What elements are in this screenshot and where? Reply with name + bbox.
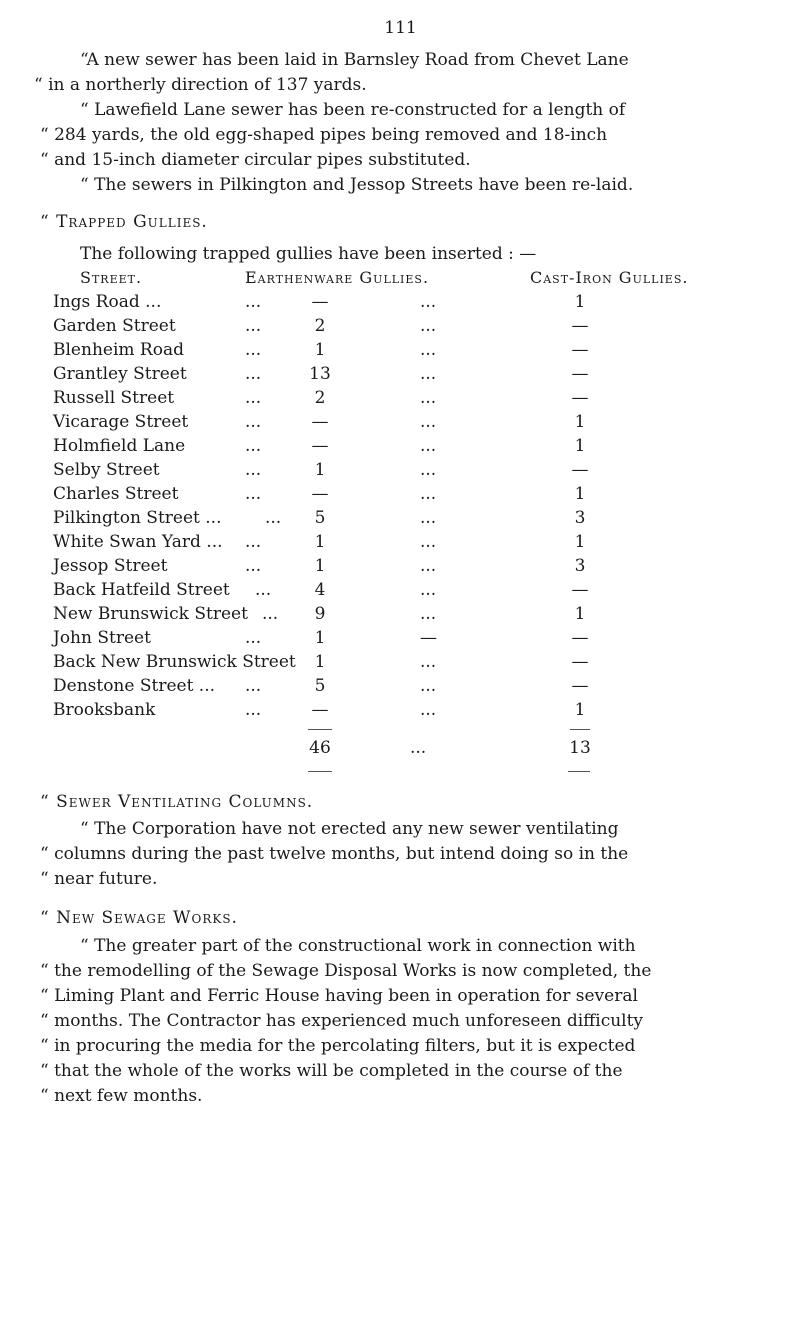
leader-dots: ... bbox=[265, 508, 282, 528]
cast-iron-count: — bbox=[571, 364, 589, 384]
text-line: “ that the whole of the works will be completed in the course of the bbox=[40, 1061, 623, 1081]
leader-dots: ... bbox=[420, 556, 437, 576]
cast-iron-count: 3 bbox=[574, 556, 586, 576]
earthenware-count: 5 bbox=[314, 676, 326, 696]
earthenware-count: 1 bbox=[314, 628, 326, 648]
text-line: “ in a northerly direction of 137 yards. bbox=[34, 75, 367, 95]
leader-dots: ... bbox=[420, 604, 437, 624]
street-name: Russell Street bbox=[53, 388, 175, 408]
leader-dots: ... bbox=[410, 738, 427, 758]
leader-dots: ... bbox=[245, 412, 262, 432]
table-row bbox=[0, 676, 801, 700]
text-line: “ The Corporation have not erected any new sewer ventilating bbox=[80, 819, 619, 839]
table-row bbox=[0, 484, 801, 508]
leader-dots: ... bbox=[420, 292, 437, 312]
earthenware-count: 4 bbox=[314, 580, 326, 600]
cast-iron-count: 1 bbox=[574, 604, 586, 624]
earthenware-count: — bbox=[311, 484, 329, 504]
street-name: Holmfield Lane bbox=[53, 436, 186, 456]
cast-iron-count: 1 bbox=[574, 532, 586, 552]
sewer-paragraph bbox=[34, 48, 780, 198]
street-name: Denstone Street ... bbox=[53, 676, 216, 696]
earthenware-count: 5 bbox=[314, 508, 326, 528]
table-row bbox=[0, 604, 801, 628]
cast-iron-count: 1 bbox=[574, 484, 586, 504]
page-number: 111 bbox=[384, 18, 417, 38]
earthenware-count: 13 bbox=[309, 364, 331, 384]
earthenware-count: 2 bbox=[314, 388, 326, 408]
table-row bbox=[0, 436, 801, 460]
street-name: Charles Street bbox=[53, 484, 179, 504]
leader-dots: ... bbox=[245, 340, 262, 360]
leader-dots: ... bbox=[245, 628, 262, 648]
leader-dots: ... bbox=[262, 604, 279, 624]
table-row bbox=[0, 532, 801, 556]
gullies-intro: The following trapped gullies have been inserted : — bbox=[80, 244, 537, 264]
leader-dots: ... bbox=[420, 364, 437, 384]
leader-dots: ... bbox=[245, 484, 262, 504]
leader-dots: ... bbox=[420, 412, 437, 432]
leader-dots: ... bbox=[245, 292, 262, 312]
table-row bbox=[0, 340, 801, 364]
street-name: Garden Street bbox=[53, 316, 176, 336]
cast-iron-total: 13 bbox=[569, 738, 591, 758]
table-row bbox=[0, 652, 801, 676]
earthenware-count: 1 bbox=[314, 532, 326, 552]
section-heading-new-sewage-works: “ New Sewage Works. bbox=[40, 908, 238, 928]
street-name: Grantley Street bbox=[53, 364, 187, 384]
cast-iron-count: — bbox=[571, 652, 589, 672]
cast-iron-count: 1 bbox=[574, 700, 586, 720]
text-line: “ Liming Plant and Ferric House having been in operation for several bbox=[40, 986, 638, 1006]
earthenware-count: — bbox=[311, 700, 329, 720]
text-line: “ The greater part of the constructional work in connection with bbox=[80, 936, 636, 956]
cast-iron-count: — bbox=[571, 460, 589, 480]
leader-dots: ... bbox=[245, 676, 262, 696]
table-row bbox=[0, 508, 801, 532]
earthenware-count: 1 bbox=[314, 460, 326, 480]
earthenware-count: 2 bbox=[314, 316, 326, 336]
totals-row bbox=[0, 738, 801, 762]
text-line: “ next few months. bbox=[40, 1086, 203, 1106]
leader-dots: ... bbox=[420, 700, 437, 720]
cast-iron-count: — bbox=[571, 316, 589, 336]
text-line: “A new sewer has been laid in Barnsley Road from Chevet Lane bbox=[80, 50, 629, 70]
table-row bbox=[0, 292, 801, 316]
leader-dots: ... bbox=[245, 460, 262, 480]
earthenware-count: 9 bbox=[314, 604, 326, 624]
earthenware-count: — bbox=[311, 292, 329, 312]
table-row bbox=[0, 388, 801, 412]
table-row bbox=[0, 412, 801, 436]
leader-dots: ... bbox=[420, 484, 437, 504]
total-rule-earthenware-bottom bbox=[308, 771, 332, 772]
text-line: “ columns during the past twelve months, but intend doing so in the bbox=[40, 844, 629, 864]
text-line: “ and 15-inch diameter circular pipes substituted. bbox=[40, 150, 471, 170]
leader-dots: ... bbox=[420, 532, 437, 552]
earthenware-count: 1 bbox=[314, 652, 326, 672]
street-name: Ings Road ... bbox=[53, 292, 162, 312]
street-name: Vicarage Street bbox=[53, 412, 189, 432]
table-row bbox=[0, 460, 801, 484]
cast-iron-count: — bbox=[571, 580, 589, 600]
cast-iron-count: — bbox=[571, 388, 589, 408]
leader-dots: ... bbox=[420, 508, 437, 528]
section-heading-ventilating-columns: “ Sewer Ventilating Columns. bbox=[40, 792, 314, 812]
leader-dots: ... bbox=[245, 388, 262, 408]
cast-iron-count: 1 bbox=[574, 412, 586, 432]
section-heading-trapped-gullies: “ Trapped Gullies. bbox=[40, 212, 208, 232]
ventilating-paragraph bbox=[40, 817, 780, 892]
column-header-earthenware: Earthenware Gullies. bbox=[245, 268, 430, 287]
table-row bbox=[0, 580, 801, 604]
leader-dots: ... bbox=[255, 580, 272, 600]
earthenware-count: — bbox=[311, 412, 329, 432]
street-name: Brooksbank bbox=[53, 700, 156, 720]
street-name: Blenheim Road bbox=[53, 340, 184, 360]
leader-dots: ... bbox=[245, 436, 262, 456]
cast-iron-count: 1 bbox=[574, 436, 586, 456]
street-name: Pilkington Street ... bbox=[53, 508, 222, 528]
earthenware-count: 1 bbox=[314, 340, 326, 360]
total-rule-cast-iron-top bbox=[570, 729, 590, 730]
table-row bbox=[0, 700, 801, 724]
leader-dots: ... bbox=[420, 580, 437, 600]
table-row bbox=[0, 556, 801, 580]
column-header-cast-iron: Cast-Iron Gullies. bbox=[530, 268, 689, 287]
cast-iron-count: — bbox=[571, 628, 589, 648]
street-name: Jessop Street bbox=[53, 556, 168, 576]
cast-iron-count: 3 bbox=[574, 508, 586, 528]
leader-dots: ... bbox=[420, 388, 437, 408]
sewage-paragraph bbox=[40, 934, 780, 1109]
leader-dots: ... bbox=[420, 676, 437, 696]
table-row bbox=[0, 364, 801, 388]
leader-dots: ... bbox=[245, 700, 262, 720]
earthenware-count: — bbox=[311, 436, 329, 456]
leader-dots: ... bbox=[245, 316, 262, 336]
cast-iron-count: — bbox=[571, 676, 589, 696]
total-rule-earthenware-top bbox=[308, 729, 332, 730]
leader-dots: ... bbox=[420, 316, 437, 336]
leader-dots: — bbox=[420, 628, 437, 648]
table-row bbox=[0, 628, 801, 652]
leader-dots: ... bbox=[420, 460, 437, 480]
text-line: “ 284 yards, the old egg-shaped pipes being removed and 18-inch bbox=[40, 125, 608, 145]
street-name: White Swan Yard ... bbox=[53, 532, 223, 552]
text-line: “ in procuring the media for the percolating filters, but it is expected bbox=[40, 1036, 636, 1056]
street-name: New Brunswick Street bbox=[53, 604, 248, 624]
cast-iron-count: 1 bbox=[574, 292, 586, 312]
leader-dots: ... bbox=[245, 556, 262, 576]
leader-dots: ... bbox=[420, 340, 437, 360]
text-line: “ the remodelling of the Sewage Disposal Works is now completed, the bbox=[40, 961, 652, 981]
leader-dots: ... bbox=[245, 364, 262, 384]
leader-dots: ... bbox=[420, 436, 437, 456]
text-line: “ months. The Contractor has experienced much unforeseen difficulty bbox=[40, 1011, 644, 1031]
leader-dots: ... bbox=[420, 652, 437, 672]
text-line: “ near future. bbox=[40, 869, 158, 889]
text-line: “ Lawefield Lane sewer has been re-constructed for a length of bbox=[80, 100, 626, 120]
total-rule-cast-iron-bottom bbox=[568, 771, 590, 772]
cast-iron-count: — bbox=[571, 340, 589, 360]
earthenware-total: 46 bbox=[309, 738, 331, 758]
column-header-street: Street. bbox=[80, 268, 143, 287]
earthenware-count: 1 bbox=[314, 556, 326, 576]
leader-dots: ... bbox=[245, 532, 262, 552]
text-line: “ The sewers in Pilkington and Jessop Streets have been re-laid. bbox=[80, 175, 634, 195]
street-name: Selby Street bbox=[53, 460, 160, 480]
table-row bbox=[0, 316, 801, 340]
street-name: Back New Brunswick Street bbox=[53, 652, 296, 672]
street-name: John Street bbox=[53, 628, 151, 648]
street-name: Back Hatfeild Street bbox=[53, 580, 230, 600]
